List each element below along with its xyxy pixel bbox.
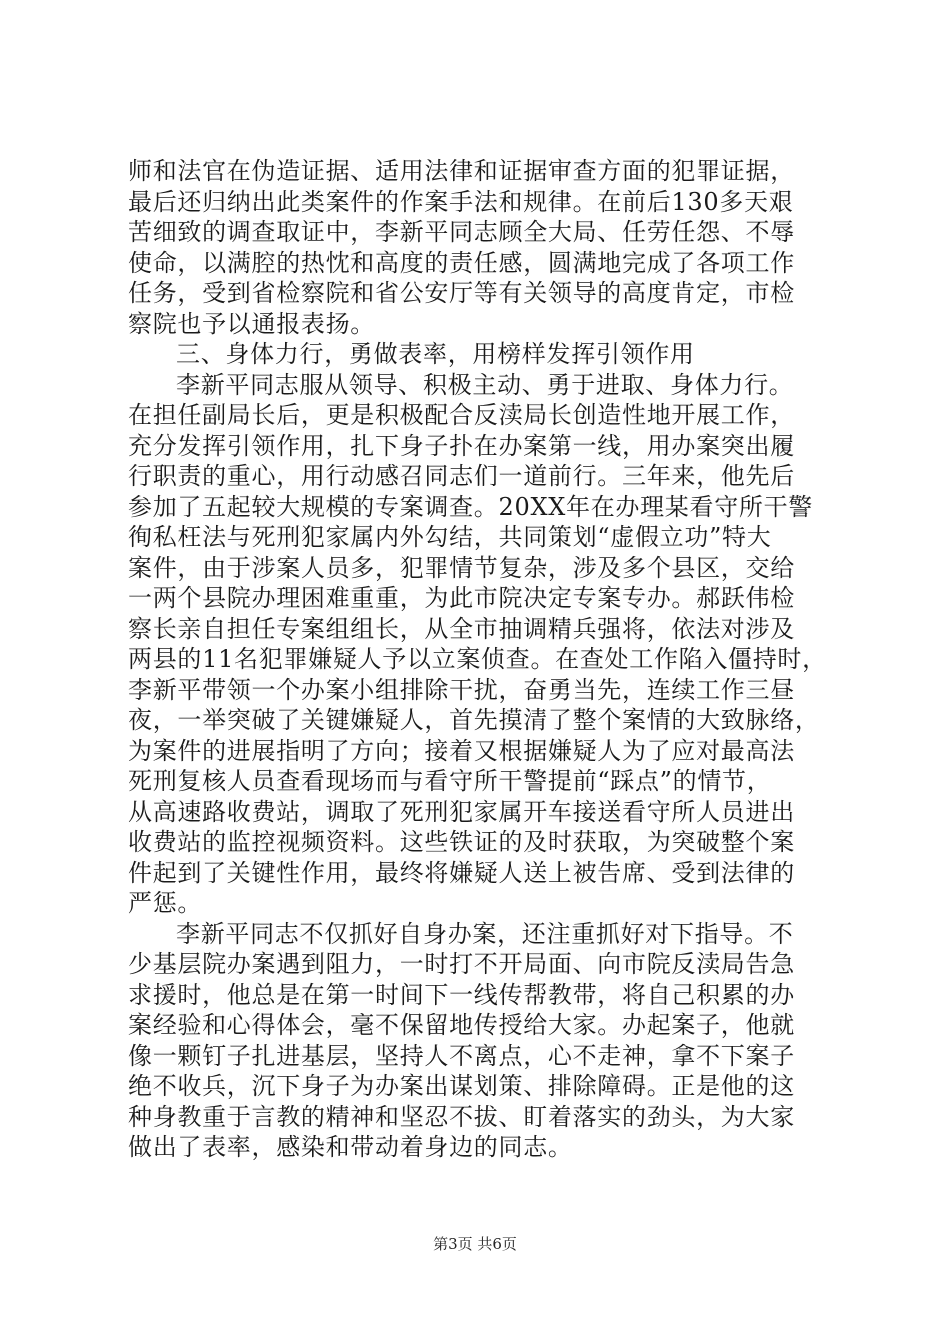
text-line: 求援时，他总是在第一时间下一线传帮教带，将自己积累的办 [128, 980, 795, 1009]
text-line: 李新平带领一个办案小组排除干扰，奋勇当先，连续工作三昼 [128, 675, 795, 704]
text-line: 为案件的进展指明了方向；接着又根据嫌疑人为了应对最高法 [128, 736, 795, 765]
text-line: 李新平同志服从领导、积极主动、勇于进取、身体力行。 [176, 370, 794, 399]
text-line: 案件，由于涉案人员多，犯罪情节复杂，涉及多个县区，交给 [128, 553, 795, 582]
text-line: 像一颗钉子扎进基层，坚持人不离点，心不走神，拿不下案子 [128, 1041, 795, 1070]
text-line: 徇私枉法与死刑犯家属内外勾结，共同策划“虚假立功”特大 [128, 523, 772, 551]
text-line: 察长亲自担任专案组组长，从全市抽调精兵强将，依法对涉及 [128, 614, 795, 643]
text-line: 任务，受到省检察院和省公安厅等有关领导的高度肯定，市检 [128, 279, 795, 307]
text-line: 种身教重于言教的精神和坚忍不拔、盯着落实的劲头，为大家 [128, 1102, 795, 1131]
document-body [128, 156, 828, 1163]
text-line: 参加了五起较大规模的专案调查。20XX年在办理某看守所干警 [128, 492, 814, 521]
text-line: 一两个县院办理困难重重，为此市院决定专案专办。郝跃伟检 [128, 584, 795, 612]
text-line: 李新平同志不仅抓好自身办案，还注重抓好对下指导。不 [176, 919, 794, 948]
text-line: 少基层院办案遇到阻力，一时打不开局面、向市院反渎局告急 [128, 950, 795, 978]
text-line: 严惩。 [128, 889, 203, 917]
text-line: 使命，以满腔的热忱和高度的责任感，圆满地完成了各项工作 [128, 248, 795, 277]
text-line: 最后还归纳出此类案件的作案手法和规律。在前后130多天艰 [128, 187, 794, 216]
text-line: 件起到了关键性作用，最终将嫌疑人送上被告席、受到法律的 [128, 858, 795, 887]
text-line: 收费站的监控视频资料。这些铁证的及时获取，为突破整个案 [128, 828, 795, 856]
text-line: 死刑复核人员查看现场而与看守所干警提前“踩点”的情节， [128, 767, 772, 795]
text-line: 夜，一举突破了关键嫌疑人，首先摸清了整个案情的大致脉络， [128, 706, 820, 734]
text-line: 行职责的重心，用行动感召同志们一道前行。三年来，他先后 [128, 462, 795, 490]
text-line: 两县的11名犯罪嫌疑人予以立案侦查。在查处工作陷入僵持时， [128, 645, 827, 673]
text-line: 在担任副局长后，更是积极配合反渎局长创造性地开展工作， [128, 401, 795, 429]
text-line: 察院也予以通报表扬。 [128, 309, 375, 338]
text-line: 师和法官在伪造证据、适用法律和证据审查方面的犯罪证据， [128, 157, 795, 185]
text-line: 案经验和心得体会，毫不保留地传授给大家。办起案子，他就 [128, 1011, 795, 1039]
page-footer: 第3页 共6页 [433, 1235, 517, 1253]
text-line: 绝不收兵，沉下身子为办案出谋划策、排除障碍。正是他的这 [128, 1072, 795, 1100]
text-line: 做出了表率，感染和带动着身边的同志。 [128, 1133, 573, 1161]
text-line: 三、身体力行，勇做表率，用榜样发挥引领作用 [176, 340, 695, 368]
text-line: 充分发挥引领作用，扎下身子扑在办案第一线，用办案突出履 [128, 431, 795, 460]
text-line: 从高速路收费站，调取了死刑犯家属开车接送看守所人员进出 [128, 797, 795, 826]
text-line: 苦细致的调查取证中，李新平同志顾全大局、任劳任怨、不辱 [128, 218, 795, 246]
